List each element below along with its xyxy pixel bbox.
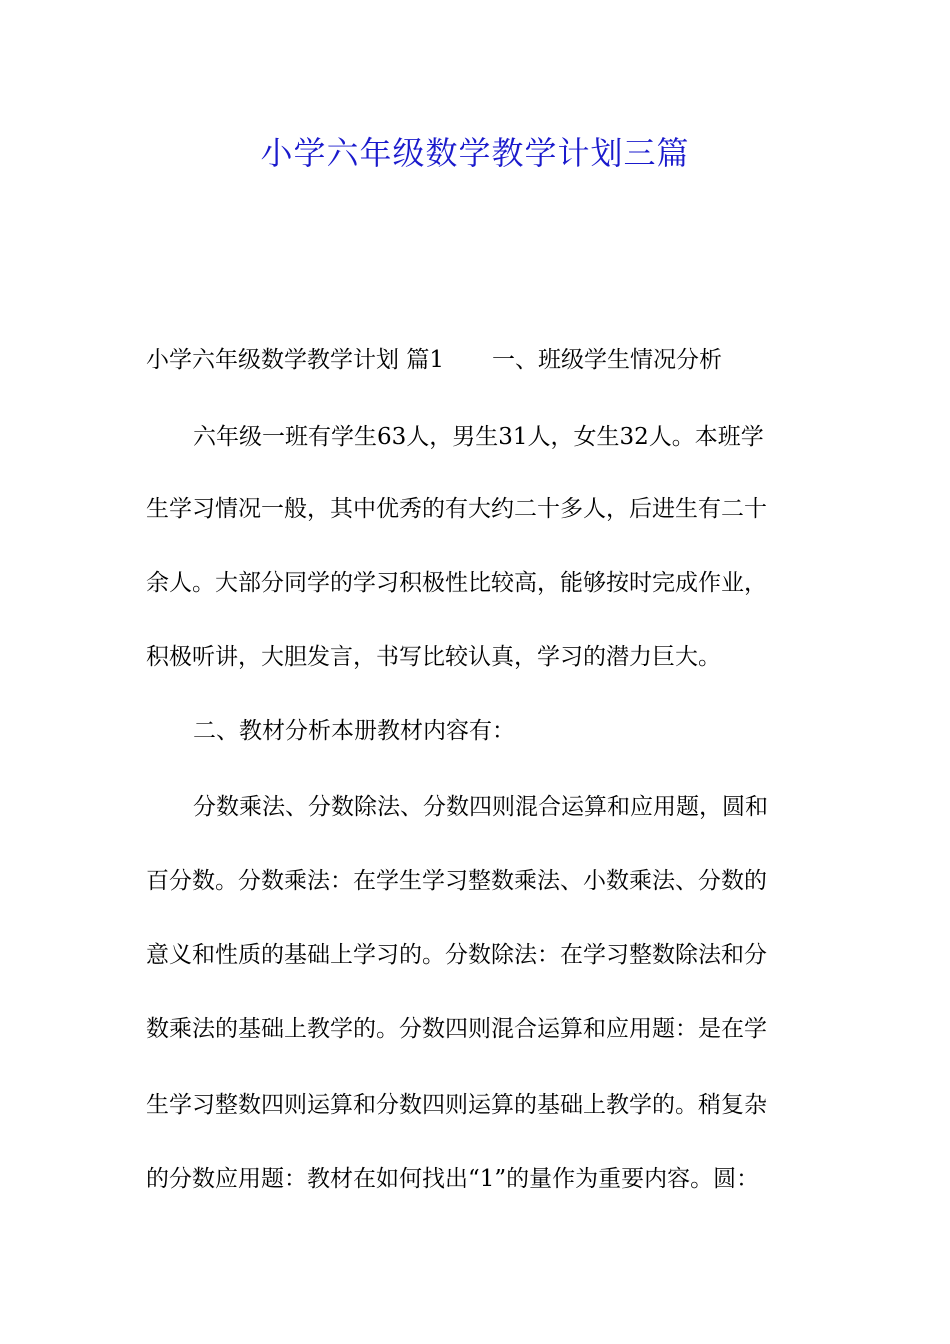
part-number: 篇1 xyxy=(406,347,444,373)
document-title: 小学六年级数学教学计划三篇 xyxy=(260,134,690,172)
part-title: 小学六年级数学教学计划 xyxy=(146,347,399,373)
text-line: 意义和性质的基础上学习的。分数除法：在学习整数除法和分 xyxy=(146,942,767,968)
text-line: 的分数应用题：教材在如何找出“1”的量作为重要内容。圆： xyxy=(146,1166,760,1192)
section-heading xyxy=(146,343,816,377)
text-line: 余人。大部分同学的学习积极性比较高，能够按时完成作业， xyxy=(146,570,767,596)
text-line: 积极听讲，大胆发言，书写比较认真，学习的潜力巨大。 xyxy=(146,644,721,670)
text-line: 百分数。分数乘法：在学生学习整数乘法、小数乘法、分数的 xyxy=(146,868,767,894)
section-one-heading: 一、班级学生情况分析 xyxy=(491,347,722,373)
text-line: 分数乘法、分数除法、分数四则混合运算和应用题，圆和 xyxy=(193,794,768,820)
text-line: 生学习整数四则运算和分数四则运算的基础上教学的。稍复杂 xyxy=(146,1092,767,1118)
text-line: 六年级一班有学生63人，男生31人，女生32人。本班学 xyxy=(193,424,764,450)
text-line: 数乘法的基础上教学的。分数四则混合运算和应用题：是在学 xyxy=(146,1016,767,1042)
section-two-heading: 二、教材分析本册教材内容有： xyxy=(193,718,515,744)
text-line: 生学习情况一般，其中优秀的有大约二十多人，后进生有二十 xyxy=(146,496,767,522)
